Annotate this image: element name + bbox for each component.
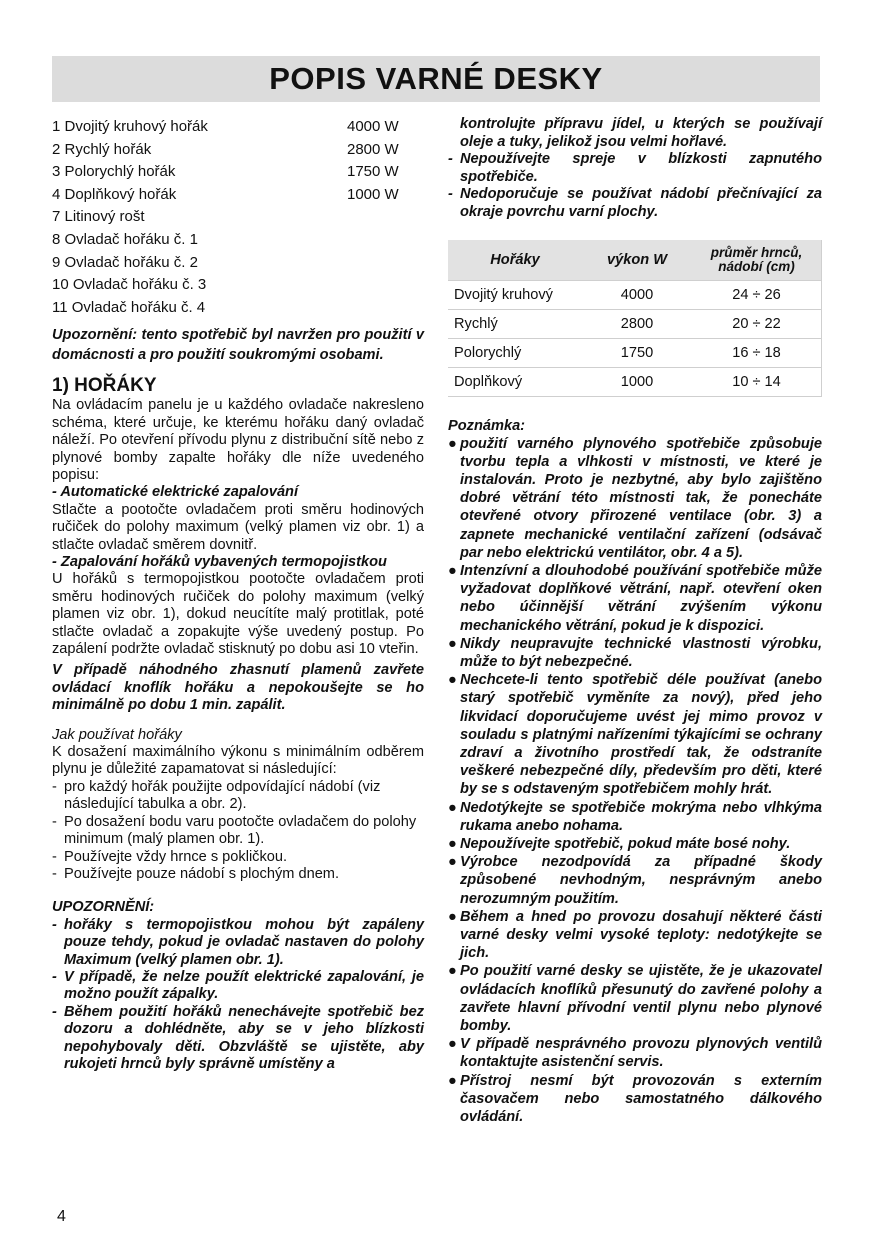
part-name: 9 Ovladač hořáku č. 2 <box>52 253 198 271</box>
howto-list <box>52 779 424 883</box>
part-power: 1750 W <box>347 163 399 181</box>
part-power: 4000 W <box>347 118 399 135</box>
list-item: ● Po použití varné desky se ujistěte, že je ukazovatel ovládacích knoflíků přesunutý do zavřené polohy a zavřete hlavní přívodní ventil plynu nebo plynové bomby. <box>448 963 822 1035</box>
page-title: POPIS VARNÉ DESKY <box>269 61 603 96</box>
part-name: 8 Ovladač hořáku č. 1 <box>52 230 198 248</box>
list-item <box>52 252 424 275</box>
intro-text: Na ovládacím panelu je u každého ovladače nakresleno schéma, které určuje, ke kterému hořáku daný ovladač náleží. Po otevření přívodu plynu z distribuční sítě nebo z plynové bomby zapalte hořáky dle níže uvedeného popisu: <box>52 397 424 483</box>
list-item: ● V případě nesprávného provozu plynových ventilů kontaktujte asistenční servis. <box>448 1036 822 1071</box>
part-power: 2800 W <box>347 140 399 158</box>
title-bar <box>52 56 820 102</box>
household-warning: Upozornění: tento spotřebič byl navržen pro použití v domácnosti a pro použití soukromými osobami. <box>52 327 424 364</box>
list-item <box>52 161 424 184</box>
list-item: - V případě, že nelze použít elektrické zapalování, je možno použít zápalky. <box>52 968 424 1003</box>
table-row: Doplňkový 1000 10 ÷ 14 <box>448 367 822 396</box>
table-header: průměr hrnců, nádobí (cm) <box>692 240 822 281</box>
caution-continued <box>448 116 822 222</box>
list-item: - Používejte pouze nádobí s plochým dnem. <box>52 865 340 882</box>
part-name: 3 Polorychlý hořák <box>52 163 176 181</box>
list-item: ● Nikdy neupravujte technické vlastnosti výrobku, může to být nebezpečné. <box>448 635 822 670</box>
howto-title: Jak používat hořáky <box>52 726 182 743</box>
list-item <box>52 139 424 162</box>
caution-title: UPOZORNĚNÍ: <box>52 899 155 916</box>
list-item: ● Nepoužívejte spotřebič, pokud máte bosé nohy. <box>448 836 791 853</box>
part-name: 1 Dvojitý kruhový hořák <box>52 118 208 135</box>
table-row: Polorychlý 1750 16 ÷ 18 <box>448 338 822 367</box>
part-name: 10 Ovladač hořáku č. 3 <box>52 276 207 294</box>
table-header: výkon W <box>582 240 692 281</box>
part-name: 2 Rychlý hořák <box>52 140 152 158</box>
notes-list <box>448 435 822 1127</box>
list-item: - hořáky s termopojistkou mohou být zapáleny pouze tehdy, pokud je ovladač nastaven do polohy Maximum (velký plamen obr. 1). <box>52 916 424 968</box>
list-item: ● Během a hned po provozu dosahují některé části varné desky velmi vysoké teploty: nedotýkejte se jich. <box>448 908 822 962</box>
list-item: - pro každý hořák použijte odpovídající nádobí (viz následující tabulka a obr. 2). <box>52 778 381 813</box>
part-power: 1000 W <box>347 185 399 203</box>
auto-ignition-text: Stlačte a pootočte ovladačem proti směru hodinových ručiček do polohy maximum (velký plamen viz obr. 1) a stlačte ovladač směrem dovnitř. <box>52 501 424 553</box>
table-row: Dvojitý kruhový 4000 24 ÷ 26 <box>448 280 822 309</box>
list-item: - Nepoužívejte spreje v blízkosti zapnutého spotřebiče. <box>448 151 822 185</box>
thermo-title: - Zapalování hořáků vybavených termopojistkou <box>52 554 387 570</box>
flame-warning: V případě náhodného zhasnutí plamenů zavřete ovládací knoflík hořáku a nepokoušejte se ho minimálně po dobu 1 min. zapálit. <box>52 662 424 714</box>
list-item: ● Nechcete-li tento spotřebič déle používat (anebo starý spotřebič vyměníte za nový), před jeho likvidací doporučujeme uvést jej mimo provoz v souladu s platnými nařízeními týkajícími se ochrany zdraví a životního prostředí tak, že odstraníte veškeré nebezpečné díly, především pro děti, které by se s odstaveným spotřebičem mohly hrát. <box>448 672 822 798</box>
list-item: kontrolujte přípravu jídel, u kterých se používají oleje a tuky, jelikož jsou velmi hořlavé. <box>460 116 822 150</box>
list-item <box>52 229 424 252</box>
notes-title: Poznámka: <box>448 417 526 434</box>
list-item <box>52 206 424 229</box>
page-number: 4 <box>57 1208 66 1225</box>
list-item: ● Nedotýkejte se spotřebiče mokrýma nebo vlhkýma rukama anebo nohama. <box>448 799 822 834</box>
thermo-text: U hořáků s termopojistkou pootočte ovladačem proti směru hodinových ručiček do polohy maximum (velký plamen viz obr. 1), dokud neucítíte malý protitlak, poté stlačte ovladač a zopakujte výše uvedený postup. Po zapálení podržte ovladač stisknutý po dobu asi 10 vteřin. <box>52 571 424 658</box>
burner-table <box>448 240 822 397</box>
list-item: - Po dosažení bodu varu pootočte ovladačem do polohy minimum (malý plamen obr. 1). <box>52 813 417 848</box>
list-item <box>52 116 424 139</box>
section-heading: 1) HOŘÁKY <box>52 375 157 397</box>
list-item <box>52 297 424 320</box>
left-column <box>52 116 424 1073</box>
list-item <box>52 274 424 297</box>
part-name: 11 Ovladač hořáku č. 4 <box>52 298 206 316</box>
list-item: - Nedoporučuje se používat nádobí přečnívající za okraje povrchu varní plochy. <box>448 186 822 220</box>
caution-list <box>52 917 424 1074</box>
list-item: ● Výrobce nezodpovídá za případné škody způsobené nevhodným, nesprávným anebo nerozumným použitím. <box>448 854 822 907</box>
howto-text: K dosažení maximálního výkonu s minimálním odběrem plynu je důležité zapamatovat si následující: <box>52 744 424 778</box>
right-column <box>448 116 822 1126</box>
list-item: ● Intenzívní a dlouhodobé používání spotřebiče může vyžadovat doplňkové větrání, např. otevření oken nebo účinnější větrání zvýšením výkonu mechanického větrání, pokud je k dispozici. <box>448 562 822 634</box>
part-name: 4 Doplňkový hořák <box>52 185 177 203</box>
list-item <box>52 184 424 207</box>
table-header: Hořáky <box>448 240 582 281</box>
table-row: Rychlý 2800 20 ÷ 22 <box>448 309 822 338</box>
auto-ignition-title: - Automatické elektrické zapalování <box>52 484 299 501</box>
list-item: ● použití varného plynového spotřebiče způsobuje tvorbu tepla a vlhkosti v místnosti, ve které je instalován. Proto je nezbytné, aby bylo zajištěno dobré větrání této místnosti tak, že ponecháte otevřené otvory přirozené ventilace (obr. 3) a zapnete mechanické ventilační zařízení (odsávač par nebo elektrickú ventilátor, obr. 4 a 5). <box>448 435 822 561</box>
parts-list <box>52 116 424 319</box>
list-item: - Během použití hořáků nenechávejte spotřebič bez dozoru a dohlédněte, aby se v jeho blízkosti nepohybovaly děti. Obzvláště se ujistěte, aby rukojeti hrnců byly správně umístěny a <box>52 1003 424 1072</box>
list-item: - Používejte vždy hrnce s pokličkou. <box>52 848 288 865</box>
part-name: 7 Litinový rošt <box>52 208 145 226</box>
list-item: ● Přístroj nesmí být provozován s externím časovačem nebo samostatného dálkového ovládání. <box>448 1072 822 1126</box>
